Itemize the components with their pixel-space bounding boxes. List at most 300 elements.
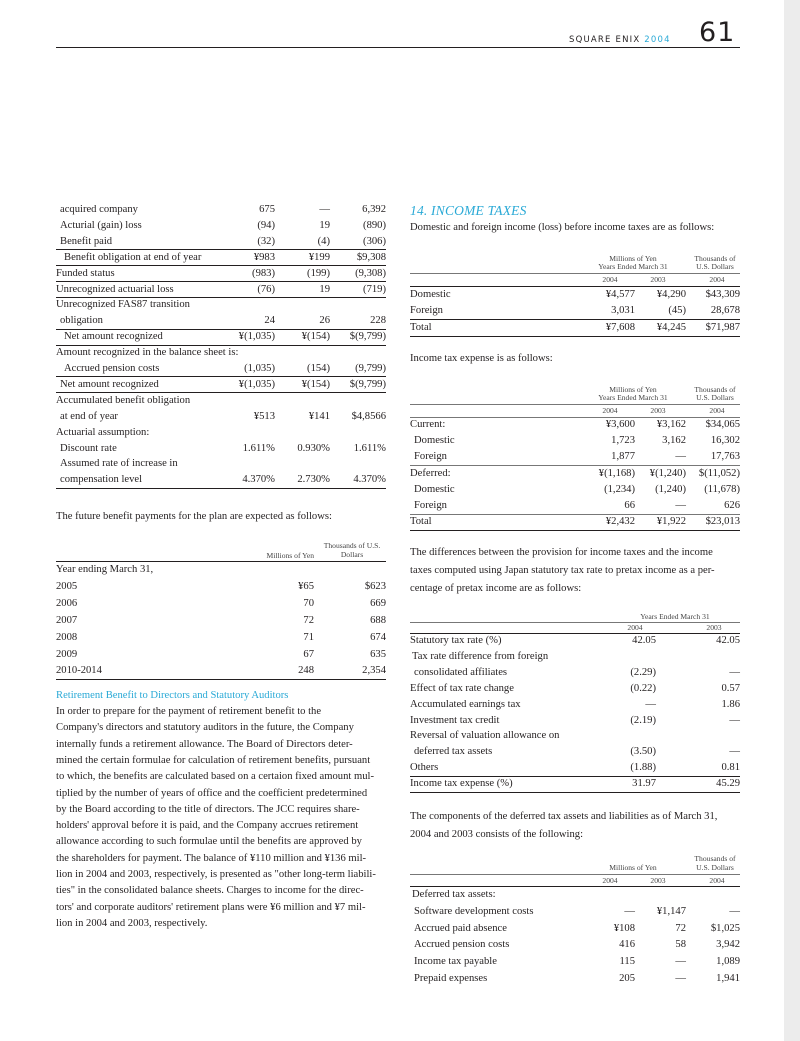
row-value: ¥513: [253, 410, 275, 422]
table-row: [56, 234, 386, 250]
row-value: —: [675, 500, 686, 511]
row-value: 1.611%: [242, 442, 275, 454]
header-rule: [410, 273, 740, 274]
row-value: ¥141: [308, 410, 330, 422]
row-value: 0.81: [721, 762, 740, 774]
row-value: 4.370%: [242, 474, 275, 486]
paragraph-line: internally funds a retirement allowance. The Board of Directors deter-: [56, 738, 353, 750]
row-label: Benefit obligation at end of year: [64, 251, 202, 263]
row-value: ¥4,577: [605, 289, 635, 300]
row-label: 2008: [56, 631, 78, 643]
yen-header-l1: Millions of Yen: [609, 385, 657, 394]
table-row: [56, 409, 386, 425]
retirement-paragraph: [56, 704, 390, 964]
table-rule: [410, 417, 740, 418]
table-row: [56, 377, 386, 393]
differences-paragraph: [410, 544, 740, 600]
row-value: 16,302: [710, 435, 740, 447]
deferred-tax-table: [410, 853, 740, 1013]
row-label: Domestic: [414, 435, 455, 447]
row-value: —: [675, 451, 686, 463]
table-rule: [56, 376, 386, 377]
row-value: 3,942: [716, 939, 740, 951]
row-label: 2009: [56, 648, 78, 660]
row-value: 675: [259, 204, 275, 215]
row-label: Total: [410, 321, 432, 333]
row-label: Reversal of valuation allowance on: [410, 730, 560, 742]
table-row: [410, 904, 740, 920]
row-value: (3.50): [630, 746, 656, 758]
yen-header-l1: Millions of Yen: [609, 254, 657, 263]
table-row: [410, 971, 740, 987]
row-value: $(9,799): [349, 331, 386, 343]
table-row: [56, 456, 386, 472]
usd-header-l1: Thousands of: [694, 385, 736, 394]
row-value: ¥108: [613, 922, 635, 934]
row-value: (199): [307, 267, 330, 279]
row-value: (1,035): [244, 363, 275, 374]
table-row: [410, 937, 740, 953]
row-value: ¥(1,035): [238, 378, 275, 390]
table-row: [56, 562, 386, 578]
row-value: 115: [619, 956, 635, 968]
row-value: (2.19): [630, 714, 656, 726]
year-header: 2003: [650, 406, 666, 415]
row-value: (32): [257, 235, 275, 247]
row-label: Tax rate difference from foreign: [412, 650, 549, 662]
table-row: [410, 728, 740, 744]
table-row: [410, 287, 740, 303]
row-value: ¥2,432: [605, 516, 635, 528]
row-label: obligation: [60, 315, 103, 327]
row-value: —: [624, 905, 635, 917]
table-rule: [410, 514, 740, 515]
table-row: [56, 647, 386, 663]
row-value: 70: [303, 597, 314, 609]
row-value: 31.97: [632, 778, 656, 790]
future-col2-header-l1: Thousands of U.S.: [323, 541, 381, 550]
row-value: 6,392: [362, 204, 386, 215]
row-value: ¥(1,240): [649, 467, 686, 479]
row-value: 72: [303, 614, 314, 626]
future-col2-header-l2: Dollars: [340, 550, 364, 559]
table-row: [410, 887, 740, 903]
row-value: (1,234): [604, 483, 635, 495]
table-row: [56, 425, 386, 441]
row-value: (0.22): [630, 682, 656, 694]
row-value: ¥1,922: [656, 516, 686, 528]
usd-header-l2: U.S. Dollars: [696, 863, 734, 872]
row-value: ¥(1,035): [238, 331, 275, 343]
paragraph-line: mined the certain formulae for calculation of retirement benefits, pursuant: [56, 754, 371, 766]
page-number: 61: [699, 17, 736, 48]
paragraph-line: centage of pretax income are as follows:: [410, 583, 582, 594]
row-value: $(9,799): [349, 378, 386, 390]
row-value: —: [729, 714, 740, 726]
row-label: Software development costs: [414, 905, 534, 917]
row-value: 19: [319, 219, 330, 231]
row-label: Prepaid expenses: [414, 973, 488, 984]
row-value: 228: [370, 315, 386, 327]
row-value: ¥65: [298, 580, 314, 592]
future-bottom-rule: [56, 679, 386, 680]
row-label: compensation level: [60, 474, 143, 486]
table-row: [56, 613, 386, 629]
year-header: 2003: [650, 876, 666, 885]
row-value: (306): [363, 235, 386, 247]
paragraph-line: tiplied by the number of years of office and the coefficient predetermined: [56, 787, 368, 799]
row-label: Domestic: [414, 483, 455, 495]
table-row: [410, 466, 740, 482]
row-value: 0.57: [721, 682, 740, 694]
table-row: [56, 472, 386, 488]
table-row: [410, 776, 740, 792]
usd-header-l1: Thousands of: [694, 854, 736, 863]
row-value: 0.930%: [297, 442, 330, 454]
paragraph-line: In order to prepare for the payment of retirement benefit to the: [56, 706, 322, 717]
row-label: 2010-2014: [56, 665, 102, 677]
row-value: $71,987: [705, 321, 740, 333]
row-label: Net amount recognized: [60, 378, 159, 390]
year-header: 2004: [627, 623, 643, 632]
paragraph-line: lion in 2004 and 2003, respectively.: [56, 917, 208, 929]
row-value: (9,308): [355, 267, 386, 279]
table-row: [410, 697, 740, 713]
table-row: [410, 921, 740, 937]
row-label: Net amount recognized: [64, 331, 163, 343]
row-value: (76): [257, 283, 275, 295]
row-value: $4,8566: [351, 410, 386, 422]
row-value: (719): [363, 283, 386, 295]
header-rule: [56, 47, 740, 48]
row-value: 42.05: [632, 635, 656, 646]
row-label: Foreign: [414, 451, 447, 463]
table-row: [56, 596, 386, 612]
table-row: [410, 760, 740, 776]
table-row: [56, 663, 386, 679]
row-value: 669: [370, 597, 386, 609]
year-header: 2003: [650, 275, 666, 284]
year-header: 2004: [602, 406, 618, 415]
table-rule: [410, 465, 740, 466]
row-label: Accumulated benefit obligation: [56, 394, 191, 406]
table-row: [56, 579, 386, 595]
row-value: 416: [619, 939, 635, 951]
row-label: Unrecognized FAS87 transition: [56, 299, 190, 311]
row-value: 688: [370, 614, 386, 626]
paragraph-line: lion in 2004 and 2003, respectively, is presented as "other long-term liabili-: [56, 869, 376, 880]
pension-table: [56, 202, 386, 502]
paragraph-line: The components of the deferred tax assets and liabilities as of March 31,: [410, 811, 718, 822]
row-label: Year ending March 31,: [56, 564, 154, 575]
yen-header-l2: Years Ended March 31: [598, 262, 668, 271]
paragraph-line: The differences between the provision for income taxes and the income: [410, 547, 713, 558]
row-label: deferred tax assets: [414, 746, 493, 758]
header-rule: [410, 404, 740, 405]
row-label: Funded status: [56, 267, 115, 279]
row-label: 2006: [56, 597, 78, 609]
row-value: ¥983: [253, 251, 275, 263]
year-header: 2004: [709, 406, 725, 415]
row-label: Investment tax credit: [410, 714, 500, 726]
row-value: ¥199: [308, 251, 330, 263]
row-label: Amount recognized in the balance sheet is:: [56, 347, 239, 359]
row-value: 1,089: [716, 956, 740, 968]
row-label: Unrecognized actuarial loss: [56, 283, 174, 295]
table-row: [56, 218, 386, 234]
table-row: [410, 433, 740, 449]
row-label: Foreign: [414, 500, 447, 511]
row-value: ¥4,245: [656, 321, 686, 333]
future-benefit-text: The future benefit payments for the plan are expected as follows:: [56, 511, 332, 522]
row-value: $1,025: [710, 922, 740, 934]
row-value: ¥(154): [301, 331, 330, 343]
row-value: —: [675, 973, 686, 984]
row-value: 71: [303, 631, 314, 643]
table-rule: [56, 488, 386, 489]
paragraph-line: to which, the benefits are calculated based on a certaion fixed amount mul-: [56, 771, 374, 783]
row-value: 19: [319, 283, 330, 295]
row-value: ¥3,600: [605, 419, 635, 430]
row-label: 2007: [56, 614, 78, 626]
row-value: ¥(1,168): [598, 467, 635, 479]
row-value: (11,678): [704, 483, 740, 495]
row-value: ¥1,147: [656, 905, 686, 917]
row-label: Statutory tax rate (%): [410, 635, 502, 646]
table-row: [410, 514, 740, 530]
row-value: 1,723: [611, 435, 635, 447]
table-row: [410, 665, 740, 681]
table-row: [56, 329, 386, 345]
row-value: 24: [264, 315, 275, 327]
row-label: Deferred tax assets:: [412, 889, 496, 900]
table-row: [410, 633, 740, 649]
row-value: ¥3,162: [656, 419, 686, 430]
income-tax-expense-table: [410, 385, 740, 530]
table-rule: [56, 281, 386, 282]
income-before-tax-table: [410, 254, 740, 344]
row-label: Effect of tax rate change: [410, 682, 514, 694]
table-row: [410, 320, 740, 336]
row-value: 2.730%: [297, 474, 330, 486]
row-value: —: [645, 698, 656, 710]
tax-rate-table: [410, 612, 740, 797]
row-value: —: [729, 666, 740, 678]
table-row: [410, 649, 740, 665]
row-value: 67: [303, 648, 314, 660]
table-rule: [56, 345, 386, 346]
row-value: 66: [624, 500, 635, 511]
paragraph-line: allowance according to such formulae until the benefits are approved by: [56, 836, 362, 848]
table-row: [410, 303, 740, 319]
header-rule: [410, 874, 740, 875]
table-rule: [410, 792, 740, 793]
row-value: —: [675, 956, 686, 968]
income-intro: Domestic and foreign income (loss) before income taxes are as follows:: [410, 222, 715, 233]
table-rule: [410, 776, 740, 777]
page-header: [0, 0, 800, 56]
row-value: 72: [675, 922, 686, 934]
table-row: [56, 202, 386, 218]
row-label: 2005: [56, 580, 78, 592]
row-value: ¥(154): [301, 378, 330, 390]
row-label: Income tax expense (%): [410, 778, 513, 790]
row-value: —: [729, 746, 740, 758]
row-value: $9,308: [356, 251, 386, 263]
row-value: (45): [668, 305, 686, 317]
table-rule: [56, 392, 386, 393]
row-value: ¥4,290: [656, 289, 686, 300]
row-value: (2.29): [630, 666, 656, 678]
row-label: Accrued pension costs: [64, 363, 160, 374]
future-benefit-table: [56, 538, 386, 677]
row-value: (154): [307, 363, 330, 374]
row-value: 45.29: [716, 778, 740, 790]
header-rule: [410, 622, 740, 623]
paragraph-line: taxes computed using Japan statutory tax rate to pretax income as a per-: [410, 565, 715, 576]
row-label: Discount rate: [60, 442, 117, 454]
paragraph-line: Company's directors and statutory auditors in the future, the Company: [56, 722, 354, 734]
row-label: Deferred:: [410, 467, 451, 479]
row-label: Foreign: [410, 305, 443, 317]
row-value: 626: [724, 500, 740, 511]
usd-header-l1: Thousands of: [694, 254, 736, 263]
row-value: 1,941: [716, 973, 740, 984]
table-row: [56, 250, 386, 266]
table-row: [410, 449, 740, 465]
paragraph-line: by the Board according to the title of directors. The JCC requires share-: [56, 803, 360, 815]
paragraph-line: 2004 and 2003 consists of the following:: [410, 829, 584, 840]
year-header: 2004: [709, 876, 725, 885]
row-label: Total: [410, 516, 432, 528]
row-value: $623: [364, 580, 386, 592]
table-row: [56, 393, 386, 409]
paragraph-line: ties" in the consolidated balance sheets. Charges to income for the direc-: [56, 885, 364, 897]
row-value: 58: [675, 939, 686, 951]
table-row: [410, 713, 740, 729]
year-header: 2004: [602, 876, 618, 885]
row-value: 4.370%: [353, 474, 386, 486]
row-label: Benefit paid: [60, 235, 113, 247]
table-row: [410, 417, 740, 433]
components-paragraph: [410, 808, 740, 848]
year-header: 2003: [706, 623, 722, 632]
row-value: 42.05: [716, 635, 740, 646]
yen-header-l2: Years Ended March 31: [598, 393, 668, 402]
row-value: (890): [363, 219, 386, 231]
table-row: [410, 482, 740, 498]
row-label: acquired company: [60, 204, 138, 215]
row-value: $23,013: [705, 516, 740, 528]
years-header: Years Ended March 31: [640, 612, 710, 621]
page-edge-bar: [784, 0, 800, 1041]
row-value: (1,240): [655, 483, 686, 495]
table-rule: [56, 297, 386, 298]
table-rule: [56, 329, 386, 330]
table-row: [410, 498, 740, 514]
table-row: [56, 441, 386, 457]
table-row: [56, 282, 386, 298]
row-value: (9,799): [355, 363, 386, 374]
table-rule: [56, 265, 386, 266]
paragraph-line: holders' approval before it is paid, and the Company accrues retirement: [56, 820, 359, 832]
row-value: 26: [319, 315, 330, 327]
row-label: Accrued pension costs: [414, 939, 510, 951]
row-value: $(11,052): [698, 467, 740, 479]
future-col1-header: Millions of Yen: [266, 551, 314, 560]
row-label: Current:: [410, 419, 446, 430]
yen-header: Millions of Yen: [609, 863, 657, 872]
row-value: 635: [370, 648, 386, 660]
usd-header-l2: U.S. Dollars: [696, 262, 734, 271]
table-row: [56, 345, 386, 361]
year-header: 2004: [602, 275, 618, 284]
table-row: [56, 313, 386, 329]
row-value: 1.86: [721, 698, 740, 710]
expense-intro: Income tax expense is as follows:: [410, 353, 553, 364]
brand-name: SQUARE ENIX: [569, 35, 645, 45]
table-row: [56, 361, 386, 377]
table-rule: [410, 336, 740, 337]
table-rule: [410, 319, 740, 320]
row-label: Others: [410, 762, 439, 774]
row-label: Income tax payable: [414, 956, 497, 968]
table-row: [56, 630, 386, 646]
row-value: 3,031: [611, 305, 635, 317]
usd-header-l2: U.S. Dollars: [696, 393, 734, 402]
retirement-heading: Retirement Benefit to Directors and Statutory Auditors: [56, 690, 289, 701]
row-value: 1.611%: [353, 442, 386, 454]
row-value: 3,162: [662, 435, 686, 447]
row-value: 248: [298, 665, 314, 677]
row-label: at end of year: [60, 410, 118, 422]
section-title: 14. INCOME TAXES: [410, 203, 527, 218]
brand-year: 2004: [644, 35, 671, 45]
row-label: Assumed rate of increase in: [60, 458, 178, 470]
row-value: 17,763: [710, 451, 740, 463]
table-row: [56, 297, 386, 313]
row-label: Actuarial assumption:: [56, 426, 150, 438]
row-value: (94): [257, 219, 275, 231]
row-label: consolidated affiliates: [414, 666, 508, 678]
row-label: Acturial (gain) loss: [60, 219, 142, 231]
table-row: [56, 266, 386, 282]
row-value: ¥7,608: [605, 321, 635, 333]
table-rule: [56, 249, 386, 250]
year-header: 2004: [709, 275, 725, 284]
row-value: $34,065: [705, 419, 740, 430]
row-value: (1.88): [630, 762, 656, 774]
paragraph-line: the shareholders for payment. The balance of ¥110 million and ¥136 mil-: [56, 852, 367, 864]
row-label: Domestic: [410, 289, 451, 300]
row-value: (4): [317, 235, 330, 247]
row-value: 1,877: [611, 451, 635, 463]
row-value: 205: [619, 973, 635, 984]
row-label: Accumulated earnings tax: [410, 698, 521, 710]
row-value: 674: [370, 631, 386, 643]
brand-label: [569, 35, 671, 45]
table-row: [410, 744, 740, 760]
row-label: Accrued paid absence: [414, 922, 507, 934]
paragraph-line: tors' and corporate auditors' retirement plans were ¥6 million and ¥7 mil-: [56, 901, 366, 913]
table-row: [410, 681, 740, 697]
row-value: $43,309: [705, 289, 740, 300]
row-value: —: [729, 905, 740, 917]
row-value: 28,678: [710, 305, 740, 317]
row-value: —: [319, 204, 330, 215]
row-value: 2,354: [362, 665, 386, 677]
row-value: (983): [252, 267, 275, 279]
